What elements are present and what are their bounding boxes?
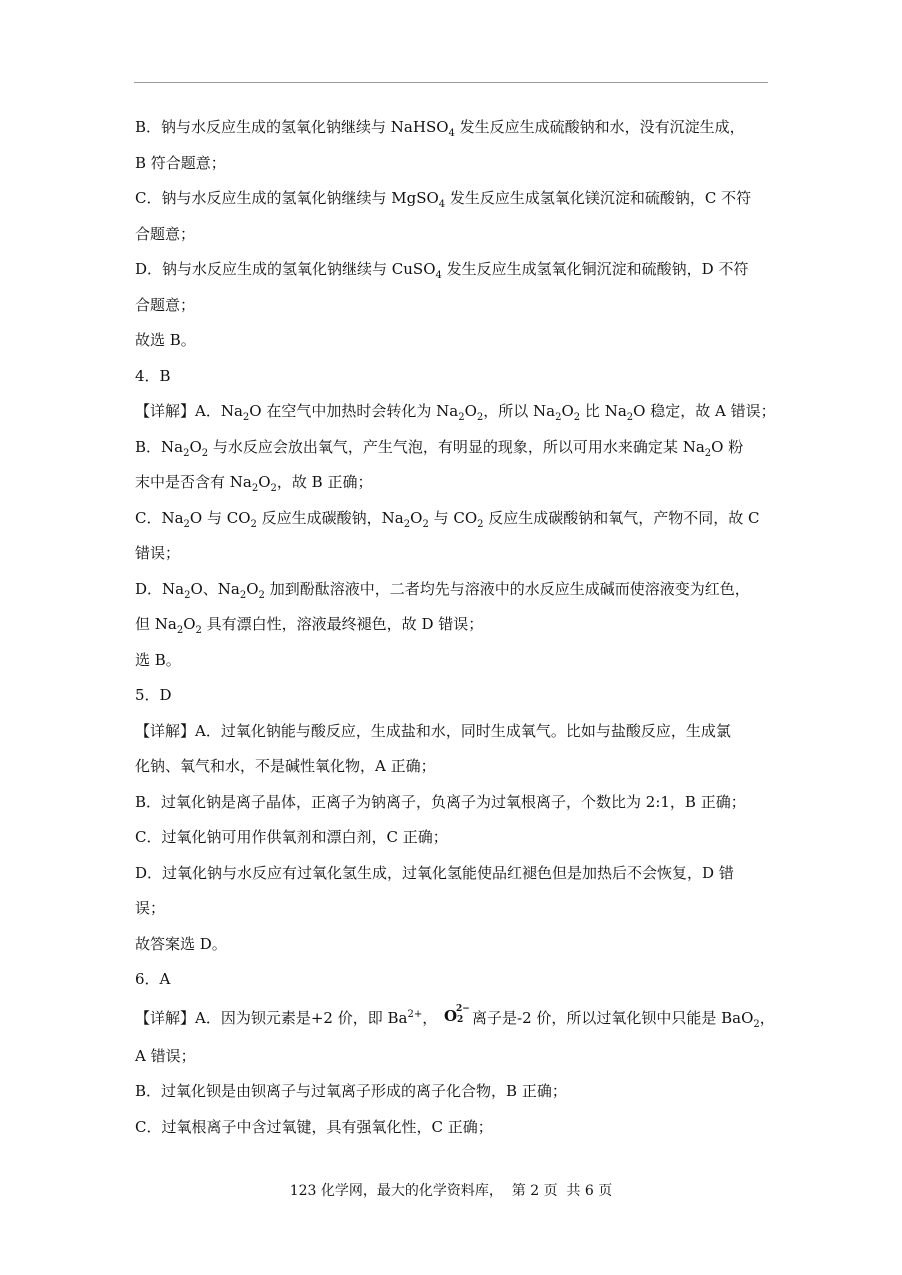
text-segment: O、Na (190, 579, 240, 598)
subscript: 2 (201, 447, 209, 459)
subscript: 2 (403, 518, 411, 530)
subscript: 2 (258, 589, 265, 601)
text-segment: D．过氧化钠与水反应有过氧化氢生成，过氧化氢能使品红褪色但是加热后不会恢复，D 错 (135, 863, 734, 882)
text-segment: O (561, 402, 574, 420)
text-line (135, 572, 775, 608)
text-segment: 反应生成碳酸钠，Na (256, 508, 404, 527)
text-line (135, 394, 775, 430)
text-line (135, 181, 775, 217)
subscript: 2 (477, 518, 484, 530)
text-segment: D．Na (135, 579, 185, 598)
header-rule (134, 82, 768, 83)
text-segment: 合题意； (135, 224, 196, 243)
document-body (135, 110, 775, 1145)
text-segment: C．Na (135, 508, 184, 527)
text-segment: 具有漂白性，溶液最终褪色，故 D 错误； (201, 615, 484, 633)
subscript: 2 (176, 625, 184, 636)
text-segment: ，所以 Na (483, 402, 556, 420)
subscript: 2 (573, 412, 581, 423)
text-line (135, 359, 775, 395)
text-segment: O (410, 508, 423, 527)
text-segment: O (183, 615, 196, 633)
footer-total: 共 6 页 (566, 1183, 613, 1199)
text-line (135, 643, 775, 679)
text-line (135, 252, 775, 288)
text-line (135, 501, 775, 537)
text-segment: 发生反应生成氢氧化镁沉淀和硫酸钠，C 不符 (445, 189, 752, 207)
peroxide-ion-formula (442, 1003, 472, 1027)
ba-charge: 2+ (407, 1008, 423, 1020)
text-segment: 发生反应生成硫酸钠和水，没有沉淀生成， (454, 118, 745, 136)
text-segment: 故答案选 D。 (135, 934, 227, 953)
ion-symbol: O (444, 1006, 458, 1025)
text-line (135, 536, 775, 572)
text-segment: B．过氧化钠是离子晶体，正离子为钠离子，负离子为过氧根离子，个数比为 2:1，B 正确； (135, 792, 746, 811)
text-line (135, 962, 775, 998)
text-line (135, 430, 775, 466)
text-segment: 但 Na (135, 615, 177, 633)
bao2-subscript: 2 (753, 1018, 760, 1030)
text-line: A 错误； (135, 1046, 196, 1065)
text-segment: 比 Na (580, 402, 627, 420)
line-6a-rest: 离子是-2 价，所以过氧化钡中只能是 BaO (472, 1008, 754, 1027)
text-segment: 加到酚酞溶液中，二者均先与溶液中的水反应生成碱而使溶液变为红色， (264, 579, 750, 598)
ion-index: 2 (457, 1014, 464, 1025)
text-line: B．过氧化钡是由钡离子与过氧离子形成的离子化合物，B 正确； (135, 1082, 567, 1100)
text-segment: O (258, 473, 271, 491)
text-line (135, 785, 775, 821)
answer-text-tail (135, 1039, 775, 1146)
text-segment: 合题意； (135, 295, 196, 314)
footer-page: 第 2 页 (511, 1183, 558, 1199)
text-segment: 5．D (135, 686, 172, 704)
subscript: 2 (476, 412, 484, 423)
text-segment: 与 CO (428, 508, 478, 527)
text-line (135, 465, 775, 501)
subscript: 2 (250, 518, 257, 530)
text-line (135, 927, 775, 963)
text-segment: O (464, 402, 477, 420)
subscript: 2 (626, 412, 634, 423)
text-segment: B 符合题意； (135, 153, 226, 172)
text-line (135, 891, 775, 927)
text-segment: 故选 B。 (135, 331, 196, 349)
subscript: 2 (251, 483, 259, 494)
text-segment: O (189, 437, 202, 456)
subscript: 2 (195, 625, 202, 636)
subscript: 2 (184, 589, 191, 601)
text-segment: B．钠与水反应生成的氢氧化钠继续与 NaHSO (135, 118, 449, 136)
text-segment: 与水反应会放出氧气，产生气泡，有明显的现象，所以可用水来确定某 Na (208, 437, 705, 456)
text-line (135, 607, 775, 643)
text-segment: 化钠、氧气和水，不是碱性氧化物，A 正确； (135, 757, 436, 775)
subscript: 2 (555, 412, 562, 423)
text-line (135, 146, 775, 182)
text-segment: 末中是否含有 Na (135, 473, 252, 491)
answer-text-block (135, 110, 775, 998)
line-6a-comma: ， (422, 1008, 438, 1027)
text-segment: 选 B。 (135, 650, 181, 669)
text-line (135, 217, 775, 253)
subscript: 4 (448, 128, 455, 139)
text-segment: 4．B (135, 366, 171, 385)
text-line (135, 714, 775, 750)
line-6a-end: ， (759, 1008, 775, 1027)
line-6a-text: 【详解】A．因为钡元素是+2 价，即 Ba (135, 1008, 408, 1027)
text-line (135, 288, 775, 324)
subscript: 2 (183, 447, 190, 459)
subscript: 2 (458, 412, 465, 423)
subscript: 4 (438, 199, 446, 210)
text-segment: C．钠与水反应生成的氢氧化钠继续与 MgSO (135, 189, 439, 207)
text-segment: C．过氧化钠可用作供氧剂和漂白剂，C 正确； (135, 828, 448, 846)
text-segment: O 稳定，故 A 错误； (633, 402, 776, 420)
text-segment: 发生反应生成氢氧化铜沉淀和硫酸钠，D 不符 (441, 260, 749, 278)
text-segment: 错误； (135, 544, 181, 562)
text-segment: O 粉 (711, 437, 744, 456)
text-line-6a (135, 998, 775, 1039)
subscript: 2 (183, 518, 190, 530)
subscript: 2 (270, 483, 277, 494)
subscript: 2 (239, 589, 247, 601)
text-segment: 【详解】A．Na (135, 402, 243, 420)
text-line (135, 820, 775, 856)
text-segment: D．钠与水反应生成的氢氧化钠继续与 CuSO (135, 260, 436, 278)
subscript: 4 (435, 270, 442, 281)
text-segment: 反应生成碳酸钠和氧气，产物不同，故 C (483, 508, 760, 527)
subscript: 2 (422, 518, 429, 530)
text-line (135, 323, 775, 359)
ion-charge: 2− (456, 1003, 470, 1014)
text-line (135, 110, 775, 146)
text-segment: O (246, 579, 259, 598)
text-line (135, 678, 775, 714)
page-footer (0, 1180, 902, 1200)
subscript: 2 (242, 412, 250, 423)
text-segment: ，故 B 正确； (276, 473, 373, 491)
subscript: 2 (704, 447, 712, 459)
text-segment: 误； (135, 899, 166, 917)
text-segment: O 在空气中加热时会转化为 Na (249, 402, 459, 420)
text-line (135, 749, 775, 785)
text-segment: O 与 CO (189, 508, 251, 527)
text-line (135, 856, 775, 892)
text-segment: B．Na (135, 437, 184, 456)
footer-site: 123 化学网，最大的化学资料库， (289, 1183, 503, 1199)
text-segment: 6．A (135, 970, 171, 988)
text-segment: 【详解】A．过氧化钠能与酸反应，生成盐和水，同时生成氧气。比如与盐酸反应，生成氯 (135, 721, 731, 740)
text-line: C．过氧根离子中含过氧键，具有强氧化性，C 正确； (135, 1117, 493, 1136)
